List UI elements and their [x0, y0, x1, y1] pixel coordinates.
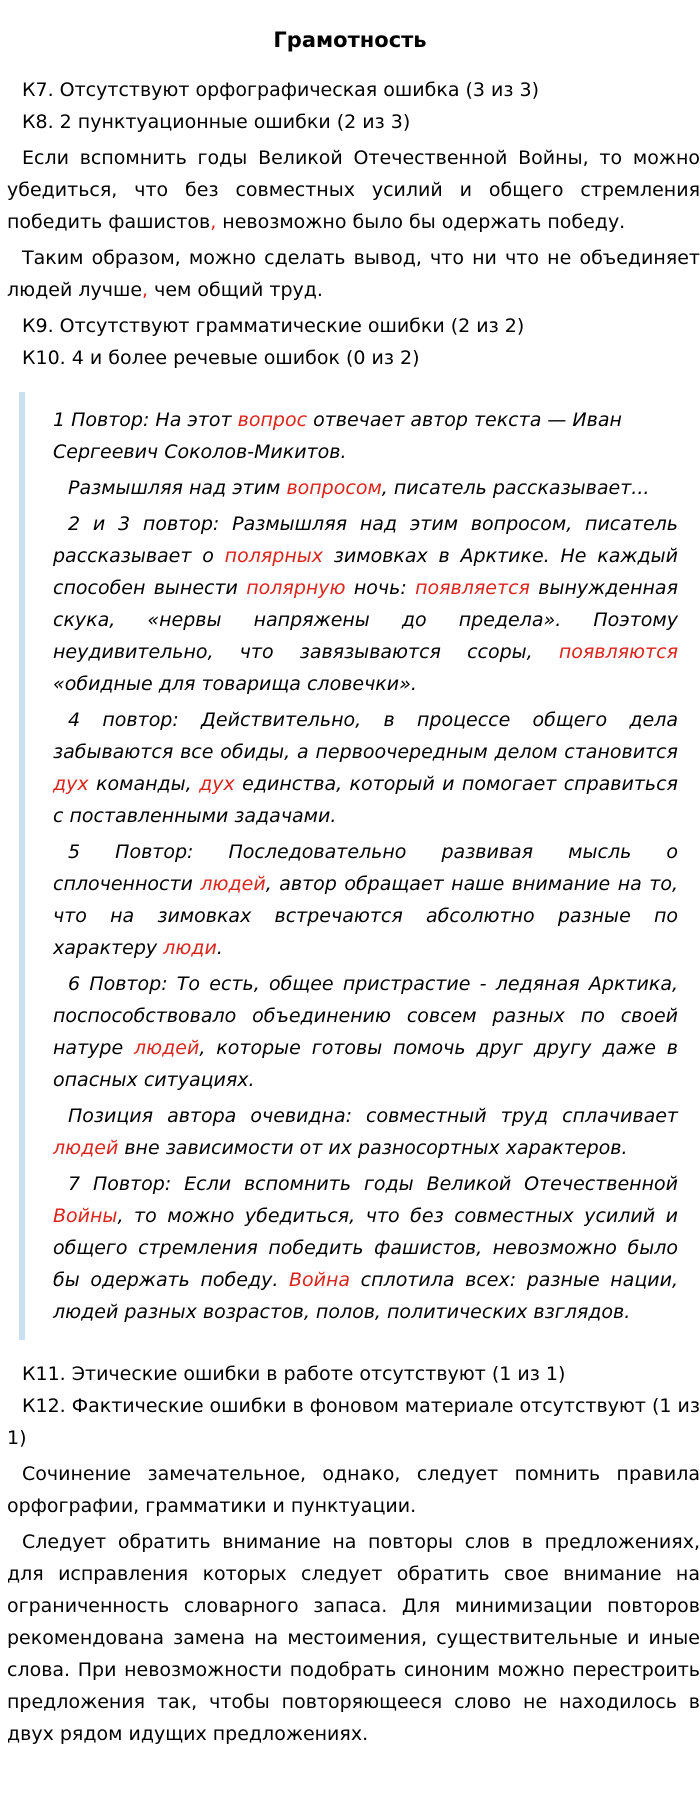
repeat-6: 6 Повтор: То есть, общее пристрастие - ледяная Арктика, поспособствовало объединению совсем разных по своей натуре людей, которые готовы помочь друг другу даже в опасных ситуациях.: [53, 973, 678, 1091]
criterion-k11: К11. Этические ошибки в работе отсутствуют (1 из 1): [22, 1363, 566, 1385]
repeat-2-3: 2 и 3 повтор: Размышляя над этим вопросом, писатель рассказывает о полярных зимовках в Арктике. Не каждый способен вынести полярную ночь: появляется вынужденная скука, «нервы напряжены до предела». Поэтому неудивительно, что завязываются ссоры, появляются «обидные для товарища словечки».: [53, 513, 678, 695]
repeat-1-context: Размышляя над этим вопросом, писатель рассказывает...: [68, 477, 650, 499]
page-title: Грамотность: [273, 28, 427, 52]
criterion-k9: К9. Отсутствуют грамматические ошибки (2 из 2): [22, 315, 525, 337]
criterion-k12: К12. Фактические ошибки в фоновом материале отсутствуют (1 из 1): [7, 1395, 700, 1449]
repeat-5: 5 Повтор: Последовательно развивая мысль о сплоченности людей, автор обращает наше внимание на то, что на зимовках встречаются абсолютно разные по характеру люди.: [53, 841, 678, 959]
author-position: Позиция автора очевидна: совместный труд сплачивает людей вне зависимости от их разносортных характеров.: [53, 1105, 678, 1159]
punctuation-example-2: Таким образом, можно сделать вывод, что ни что не объединяет людей лучше, чем общий труд.: [7, 247, 700, 301]
missing-comma-mark: ,: [210, 211, 217, 233]
missing-comma-mark: ,: [142, 279, 149, 301]
summary-comment: Сочинение замечательное, однако, следует помнить правила орфографии, грамматики и пунктуации.: [7, 1463, 700, 1517]
punctuation-example-1: Если вспомнить годы Великой Отечественной Войны, то можно убедиться, что без совместных усилий и общего стремления победить фашистов, невозможно было бы одержать победу.: [7, 147, 700, 233]
recommendation-comment: Следует обратить внимание на повторы слов в предложениях, для исправления которых следует обратить свое внимание на ограниченность словарного запаса. Для минимизации повторов рекомендована замена на местоимения, существительные и иные слова. При невозможности подобрать синоним можно перестроить предложения так, чтобы повторяющееся слово не находилось в двух рядом идущих предложениях.: [7, 1531, 700, 1745]
criterion-k10: К10. 4 и более речевые ошибок (0 из 2): [22, 347, 420, 369]
repetition-quote-block: [19, 392, 690, 1340]
repeat-1: 1 Повтор: На этот вопрос отвечает автор текста — Иван Сергеевич Соколов-Микитов.: [53, 409, 622, 463]
repeat-4: 4 повтор: Действительно, в процессе общего дела забываются все обиды, а первоочередным делом становится дух команды, дух единства, который и помогает справиться с поставленными задачами.: [53, 709, 678, 827]
repeat-7: 7 Повтор: Если вспомнить годы Великой Отечественной Войны, то можно убедиться, что без совместных усилий и общего стремления победить фашистов, невозможно было бы одержать победу. Война сплотила всех: разные нации, людей разных возрастов, полов, политических взглядов.: [53, 1173, 678, 1323]
criterion-k7: К7. Отсутствуют орфографическая ошибка (3 из 3): [22, 79, 540, 101]
criterion-k8: К8. 2 пунктуационные ошибки (2 из 3): [22, 111, 411, 133]
